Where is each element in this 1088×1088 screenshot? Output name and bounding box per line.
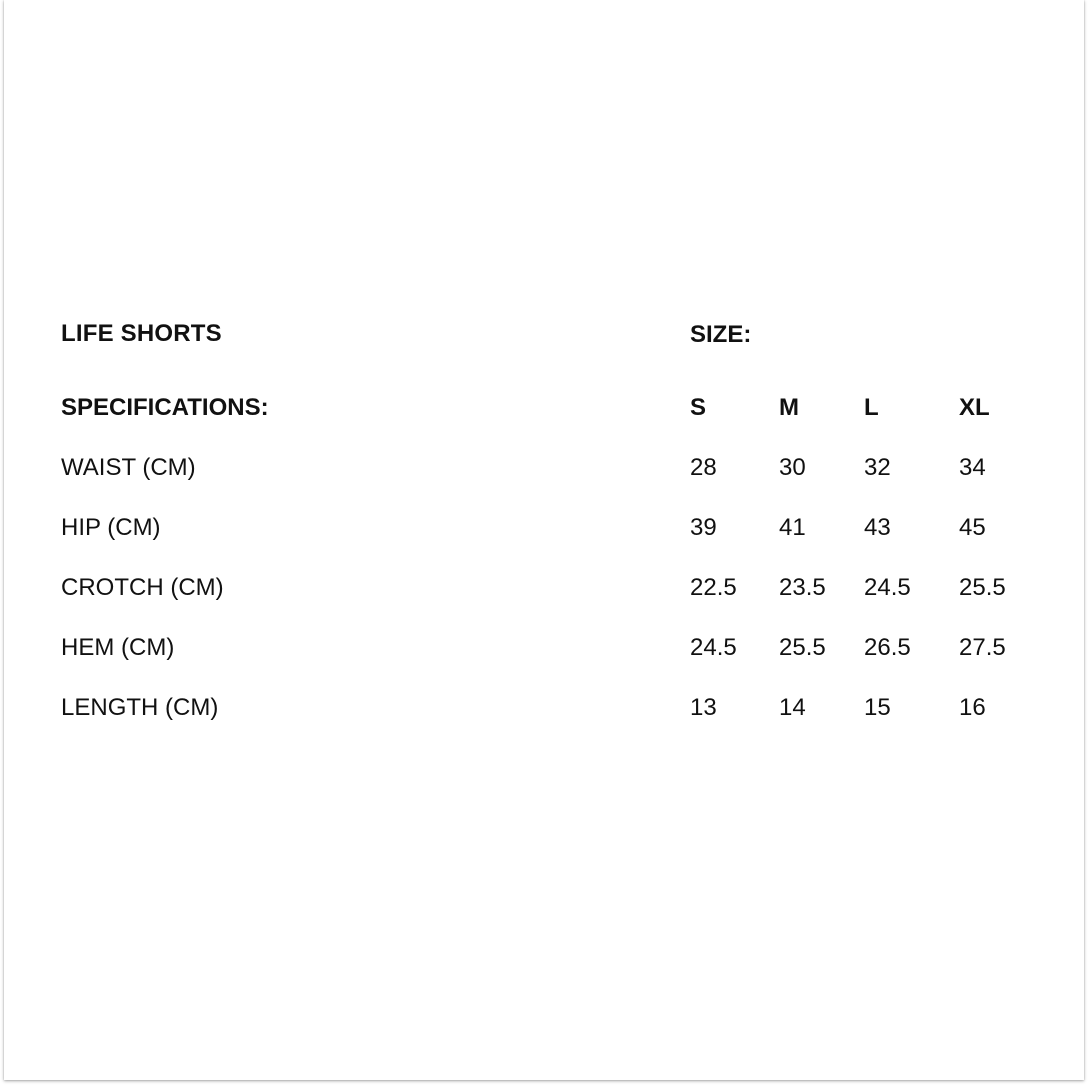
table-cell: 16	[959, 694, 986, 721]
table-cell: 23.5	[779, 574, 826, 601]
table-cell: 13	[690, 694, 717, 721]
specifications-heading: SPECIFICATIONS:	[61, 394, 269, 421]
table-cell: 32	[864, 454, 891, 481]
table-row-length	[61, 694, 1061, 724]
row-label: HIP (CM)	[61, 514, 161, 541]
table-cell: 27.5	[959, 634, 1006, 661]
size-l-header: L	[864, 394, 879, 421]
product-title: LIFE SHORTS	[61, 320, 222, 347]
table-cell: 25.5	[779, 634, 826, 661]
table-row-hem	[61, 634, 1061, 664]
table-row-crotch	[61, 574, 1061, 604]
table-cell: 28	[690, 454, 717, 481]
table-cell: 15	[864, 694, 891, 721]
table-cell: 25.5	[959, 574, 1006, 601]
table-cell: 43	[864, 514, 891, 541]
size-xl-header: XL	[959, 394, 990, 421]
size-chart-card	[4, 0, 1084, 1080]
table-cell: 22.5	[690, 574, 737, 601]
size-heading: SIZE:	[690, 321, 752, 348]
table-cell: 14	[779, 694, 806, 721]
table-header-row	[61, 394, 1061, 424]
row-label: CROTCH (CM)	[61, 574, 224, 601]
table-cell: 24.5	[864, 574, 911, 601]
table-cell: 30	[779, 454, 806, 481]
table-cell: 39	[690, 514, 717, 541]
size-m-header: M	[779, 394, 799, 421]
size-s-header: S	[690, 394, 707, 421]
table-cell: 34	[959, 454, 986, 481]
row-label: HEM (CM)	[61, 634, 175, 661]
table-cell: 41	[779, 514, 806, 541]
table-cell: 26.5	[864, 634, 911, 661]
table-cell: 24.5	[690, 634, 737, 661]
row-label: LENGTH (CM)	[61, 694, 219, 721]
row-label: WAIST (CM)	[61, 454, 196, 481]
table-cell: 45	[959, 514, 986, 541]
table-row-hip	[61, 514, 1061, 544]
table-row-waist	[61, 454, 1061, 484]
